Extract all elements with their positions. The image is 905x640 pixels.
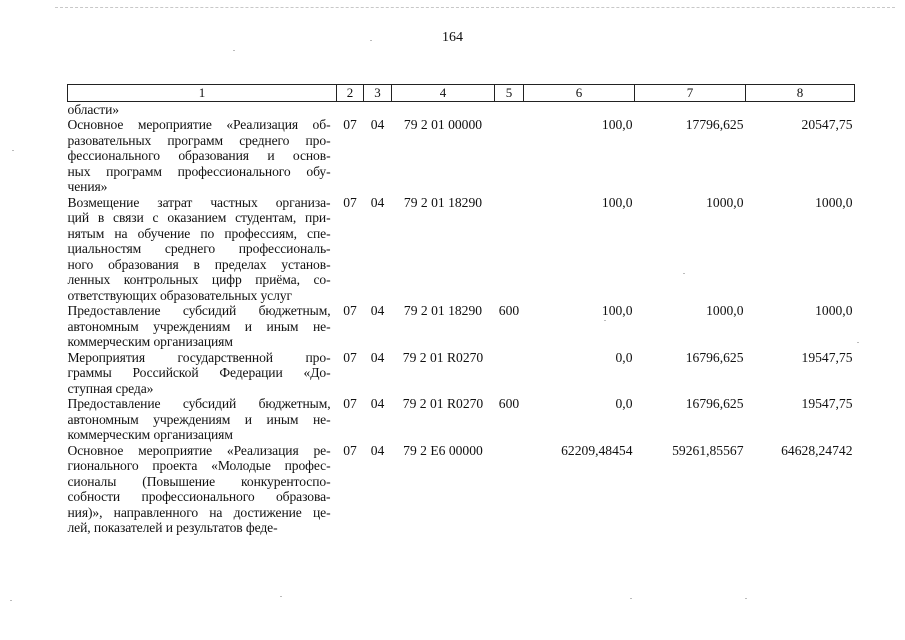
subsection-cell	[364, 101, 392, 117]
target-article-cell: 79 2 01 00000	[403, 117, 483, 132]
expense-type-cell	[495, 117, 524, 195]
row-name-line: области»	[67, 101, 119, 117]
amount-cell-6: 0,0	[615, 396, 633, 411]
amount-cell-7: 59261,85567	[672, 442, 744, 458]
page-number: 164	[442, 30, 463, 45]
target-article-cell: 79 2 01 18290	[403, 194, 483, 210]
section-cell: 07	[343, 303, 357, 318]
row-name-line: разовательных программ среднего про-	[67, 132, 331, 148]
expense-type-cell: 600	[498, 396, 520, 411]
row-name-line: Основное мероприятие «Реализация об-	[67, 117, 331, 132]
row-name-line: ответствующих образовательных услуг	[67, 287, 292, 303]
amount-cell-7: 16796,625	[685, 396, 744, 411]
section-cell: 07	[343, 349, 357, 365]
row-name-cell	[68, 396, 337, 443]
header-row	[68, 85, 855, 102]
section-cell: 07	[343, 396, 357, 411]
subsection-cell: 04	[370, 303, 385, 318]
row-name-line: коммерческим организациям	[67, 334, 233, 349]
subsection-cell: 04	[370, 442, 385, 458]
header-cell: 8	[746, 85, 855, 102]
row-name-line: ного образования в пределах установ-	[67, 256, 331, 272]
target-article-cell: 79 2 01 R0270	[402, 349, 484, 365]
amount-cell-8: 1000,0	[815, 194, 853, 210]
subsection-cell: 04	[370, 396, 385, 411]
expense-type-cell	[495, 195, 524, 304]
row-name-line: Предоставление субсидий бюджетным,	[67, 303, 331, 318]
table-row	[68, 396, 855, 443]
row-name-line: автономным учреждениям и иным не-	[67, 411, 331, 427]
table-row	[68, 443, 855, 536]
table-row	[68, 350, 855, 397]
row-name-line: коммерческим организациям	[67, 427, 233, 442]
top-edge-line	[55, 7, 895, 8]
header-cell: 1	[68, 85, 337, 102]
amount-cell-6	[524, 101, 635, 117]
amount-cell-6: 100,0	[601, 194, 633, 210]
amount-cell-8: 19547,75	[801, 349, 853, 365]
section-cell: 07	[343, 117, 357, 132]
row-name-line: собности профессионального образова-	[67, 489, 331, 504]
amount-cell-7: 17796,625	[685, 117, 744, 132]
row-name-cell	[68, 350, 337, 397]
amount-cell-8: 64628,24742	[781, 442, 853, 458]
table-row	[68, 195, 855, 304]
row-name-line: Предоставление субсидий бюджетным,	[67, 396, 331, 411]
row-name-line: сионалы (Повышение конкурентоспо-	[67, 473, 331, 489]
expense-type-cell	[495, 350, 524, 397]
row-name-line: Основное мероприятие «Реализация ре-	[67, 442, 331, 458]
row-name-line: автономным учреждениям и иным не-	[67, 318, 331, 334]
row-name-cell	[68, 117, 337, 195]
target-article-cell	[392, 101, 495, 117]
expense-type-cell	[495, 101, 524, 117]
amount-cell-6: 0,0	[615, 349, 633, 365]
header-cell: 5	[495, 85, 524, 102]
target-article-cell: 79 2 01 R0270	[402, 396, 484, 411]
amount-cell-6: 100,0	[601, 303, 633, 318]
header-cell: 3	[364, 85, 392, 102]
subsection-cell: 04	[370, 349, 385, 365]
header-cell: 6	[524, 85, 635, 102]
amount-cell-6: 62209,48454	[561, 442, 633, 458]
row-name-line: лей, показателей и результатов феде-	[67, 520, 278, 535]
row-name-line: циальностям среднего профессиональ-	[67, 241, 331, 256]
row-name-line: ступная среда»	[67, 380, 154, 396]
target-article-cell: 79 2 01 18290	[403, 303, 483, 318]
subsection-cell: 04	[370, 117, 385, 132]
amount-cell-7: 1000,0	[706, 194, 744, 210]
amount-cell-6: 100,0	[601, 117, 633, 132]
amount-cell-8: 19547,75	[801, 396, 853, 411]
row-name-line: ния)», направленного на достижение це-	[67, 504, 331, 520]
amount-cell-8: 20547,75	[801, 117, 853, 132]
expense-type-cell: 600	[498, 303, 520, 318]
subsection-cell: 04	[370, 194, 385, 210]
row-name-line: граммы Российской Федерации «До-	[67, 365, 331, 380]
amount-cell-8: 1000,0	[815, 303, 853, 318]
row-name-line: чения»	[67, 179, 108, 194]
row-name-cell	[68, 195, 337, 304]
header-cell: 4	[392, 85, 495, 102]
row-name-line: ций в связи с оказанием студентам, при-	[67, 210, 331, 225]
row-name-line: Возмещение затрат частных организа-	[67, 194, 331, 210]
row-name-line: Мероприятия государственной про-	[67, 349, 331, 365]
amount-cell-8	[746, 101, 855, 117]
row-name-cell	[68, 101, 337, 117]
row-name-cell	[68, 443, 337, 536]
table-body	[68, 101, 855, 536]
row-name-line: ленных контрольных цифр приёма, со-	[67, 272, 331, 287]
target-article-cell: 79 2 E6 00000	[403, 442, 483, 458]
section-cell: 07	[343, 442, 357, 458]
table-row	[68, 101, 855, 117]
row-name-line: нятым на обучение по профессиям, спе-	[67, 225, 331, 241]
row-name-line: гионального проекта «Молодые профес-	[67, 458, 331, 473]
table-row	[68, 303, 855, 350]
header-cell: 7	[635, 85, 746, 102]
amount-cell-7: 1000,0	[706, 303, 744, 318]
section-cell	[337, 101, 364, 117]
amount-cell-7	[635, 101, 746, 117]
row-name-line: ных программ профессионального обу-	[67, 163, 331, 179]
expense-type-cell	[495, 443, 524, 536]
amount-cell-7: 16796,625	[685, 349, 744, 365]
row-name-cell	[68, 303, 337, 350]
budget-table	[67, 84, 855, 536]
table-row	[68, 117, 855, 195]
row-name-line: фессионального образования и основ-	[67, 148, 331, 163]
header-cell: 2	[337, 85, 364, 102]
section-cell: 07	[343, 194, 357, 210]
